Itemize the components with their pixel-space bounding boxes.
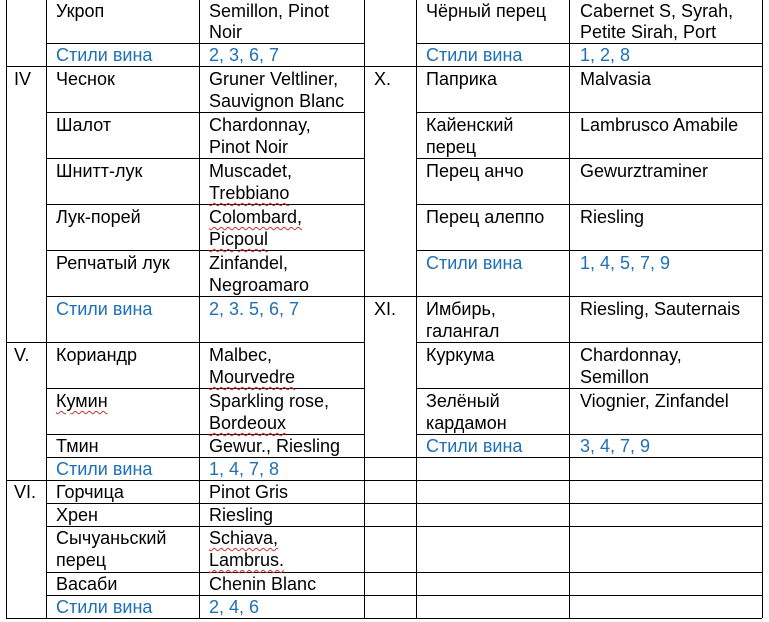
styles-value: 2, 3, 6, 7 — [209, 45, 280, 65]
grid-line — [416, 112, 762, 113]
grid-line — [364, 480, 762, 481]
wine-list: Chenin Blanc — [209, 574, 317, 594]
wine-list: Schiava, — [209, 528, 279, 548]
wine-list: Chardonnay, — [209, 115, 311, 135]
grid-line — [46, 250, 364, 251]
styles-value: 1, 4, 5, 7, 9 — [580, 253, 671, 273]
wine-list: Gewurztraminer — [580, 161, 709, 181]
styles-value: 2, 3. 5, 6, 7 — [209, 299, 300, 319]
grid-line — [364, 457, 762, 458]
wine-list: Chardonnay, — [580, 345, 682, 365]
styles-label: Стили вина — [426, 253, 523, 273]
spice-name: Тмин — [56, 436, 99, 456]
styles-label: Стили вина — [56, 597, 153, 617]
grid-line — [46, 204, 364, 205]
wine-list: Viognier, Zinfandel — [580, 391, 729, 411]
styles-value: 3, 4, 7, 9 — [580, 436, 651, 456]
section-numeral: V. — [14, 345, 30, 365]
wine-list: Sparkling rose, — [209, 391, 330, 411]
spice-name: Чёрный перец — [426, 1, 547, 21]
grid-line — [364, 66, 762, 67]
wine-list: Gruner Veltliner, — [209, 69, 339, 89]
spice-name: Кайенский — [426, 115, 514, 135]
wine-list: Semillon, Pinot — [209, 1, 330, 21]
spice-name-line2: перец — [426, 137, 477, 157]
section-numeral: XI. — [374, 299, 397, 319]
wine-list: Muscadet, — [209, 161, 293, 181]
spice-name: Перец алеппо — [426, 207, 545, 227]
styles-label: Стили вина — [56, 45, 153, 65]
grid-line — [364, 503, 762, 504]
styles-label: Стили вина — [426, 436, 523, 456]
wine-list: Picpoul — [209, 229, 269, 249]
spice-name: Перец анчо — [426, 161, 524, 181]
grid-line — [6, 0, 7, 618]
grid-line — [416, 204, 762, 205]
wine-list: Lambrusco Amabile — [580, 115, 739, 135]
wine-list: Riesling — [580, 207, 645, 227]
grid-line — [46, 296, 364, 297]
wine-list: Negroamaro — [209, 275, 310, 295]
wine-list: Lambrus. — [209, 550, 285, 570]
grid-line — [46, 158, 364, 159]
spice-name: Васаби — [56, 574, 118, 594]
wine-list: Malbec, — [209, 345, 273, 365]
wine-list: Malvasia — [580, 69, 652, 89]
spice-name: Зелёный — [426, 391, 500, 411]
spice-name: Куркума — [426, 345, 495, 365]
spice-name-line2: перец — [56, 550, 107, 570]
grid-line — [6, 342, 364, 343]
wine-list: Zinfandel, — [209, 253, 289, 273]
section-numeral: VI. — [14, 482, 37, 502]
grid-line — [364, 296, 762, 297]
styles-value: 2, 4, 6 — [209, 597, 260, 617]
wine-list: Cabernet S, Syrah, — [580, 1, 734, 21]
spice-name: Кумин — [56, 391, 108, 411]
spice-name: Кориандр — [56, 345, 138, 365]
wine-list: Mourvedre — [209, 367, 296, 387]
grid-line — [46, 388, 364, 389]
wine-list: Pinot Noir — [209, 137, 289, 157]
grid-line — [364, 572, 762, 573]
section-numeral: X. — [374, 69, 392, 89]
spice-name: Чеснок — [56, 69, 115, 89]
grid-line — [416, 250, 762, 251]
styles-label: Стили вина — [56, 299, 153, 319]
wine-list: Bordeoux — [209, 413, 287, 433]
spice-name: Сычуаньский — [56, 528, 167, 548]
spice-name: Шалот — [56, 115, 112, 135]
wine-list: Trebbiano — [209, 183, 290, 203]
wine-list: Noir — [209, 22, 243, 42]
spice-name: Шнитт-лук — [56, 161, 143, 181]
spice-name: Имбирь, — [426, 299, 496, 319]
styles-value: 1, 4, 7, 8 — [209, 459, 280, 479]
wine-list: Colombard, — [209, 207, 303, 227]
grid-line — [364, 595, 762, 596]
spice-name: Лук-порей — [56, 207, 141, 227]
spice-name: Репчатый лук — [56, 253, 170, 273]
wine-list: Semillon — [580, 367, 650, 387]
grid-line — [364, 526, 762, 527]
wine-list: Gewur., Riesling — [209, 436, 341, 456]
spice-name-line2: кардамон — [426, 413, 507, 433]
grid-line — [364, 618, 762, 619]
spice-name: Укроп — [56, 1, 105, 21]
wine-list: Pinot Gris — [209, 482, 289, 502]
wine-list: Petite Sirah, Port — [580, 22, 717, 42]
grid-line — [762, 0, 763, 618]
spice-name-line2: галангал — [426, 321, 500, 341]
spice-name: Паприка — [426, 69, 498, 89]
styles-label: Стили вина — [56, 459, 153, 479]
spice-name: Хрен — [56, 505, 98, 525]
spice-name: Горчица — [56, 482, 124, 502]
section-numeral: IV — [14, 69, 32, 89]
styles-label: Стили вина — [426, 45, 523, 65]
wine-list: Riesling, Sauternais — [580, 299, 741, 319]
wine-list: Sauvignon Blanc — [209, 91, 345, 111]
wine-list: Riesling — [209, 505, 274, 525]
styles-value: 1, 2, 8 — [580, 45, 631, 65]
